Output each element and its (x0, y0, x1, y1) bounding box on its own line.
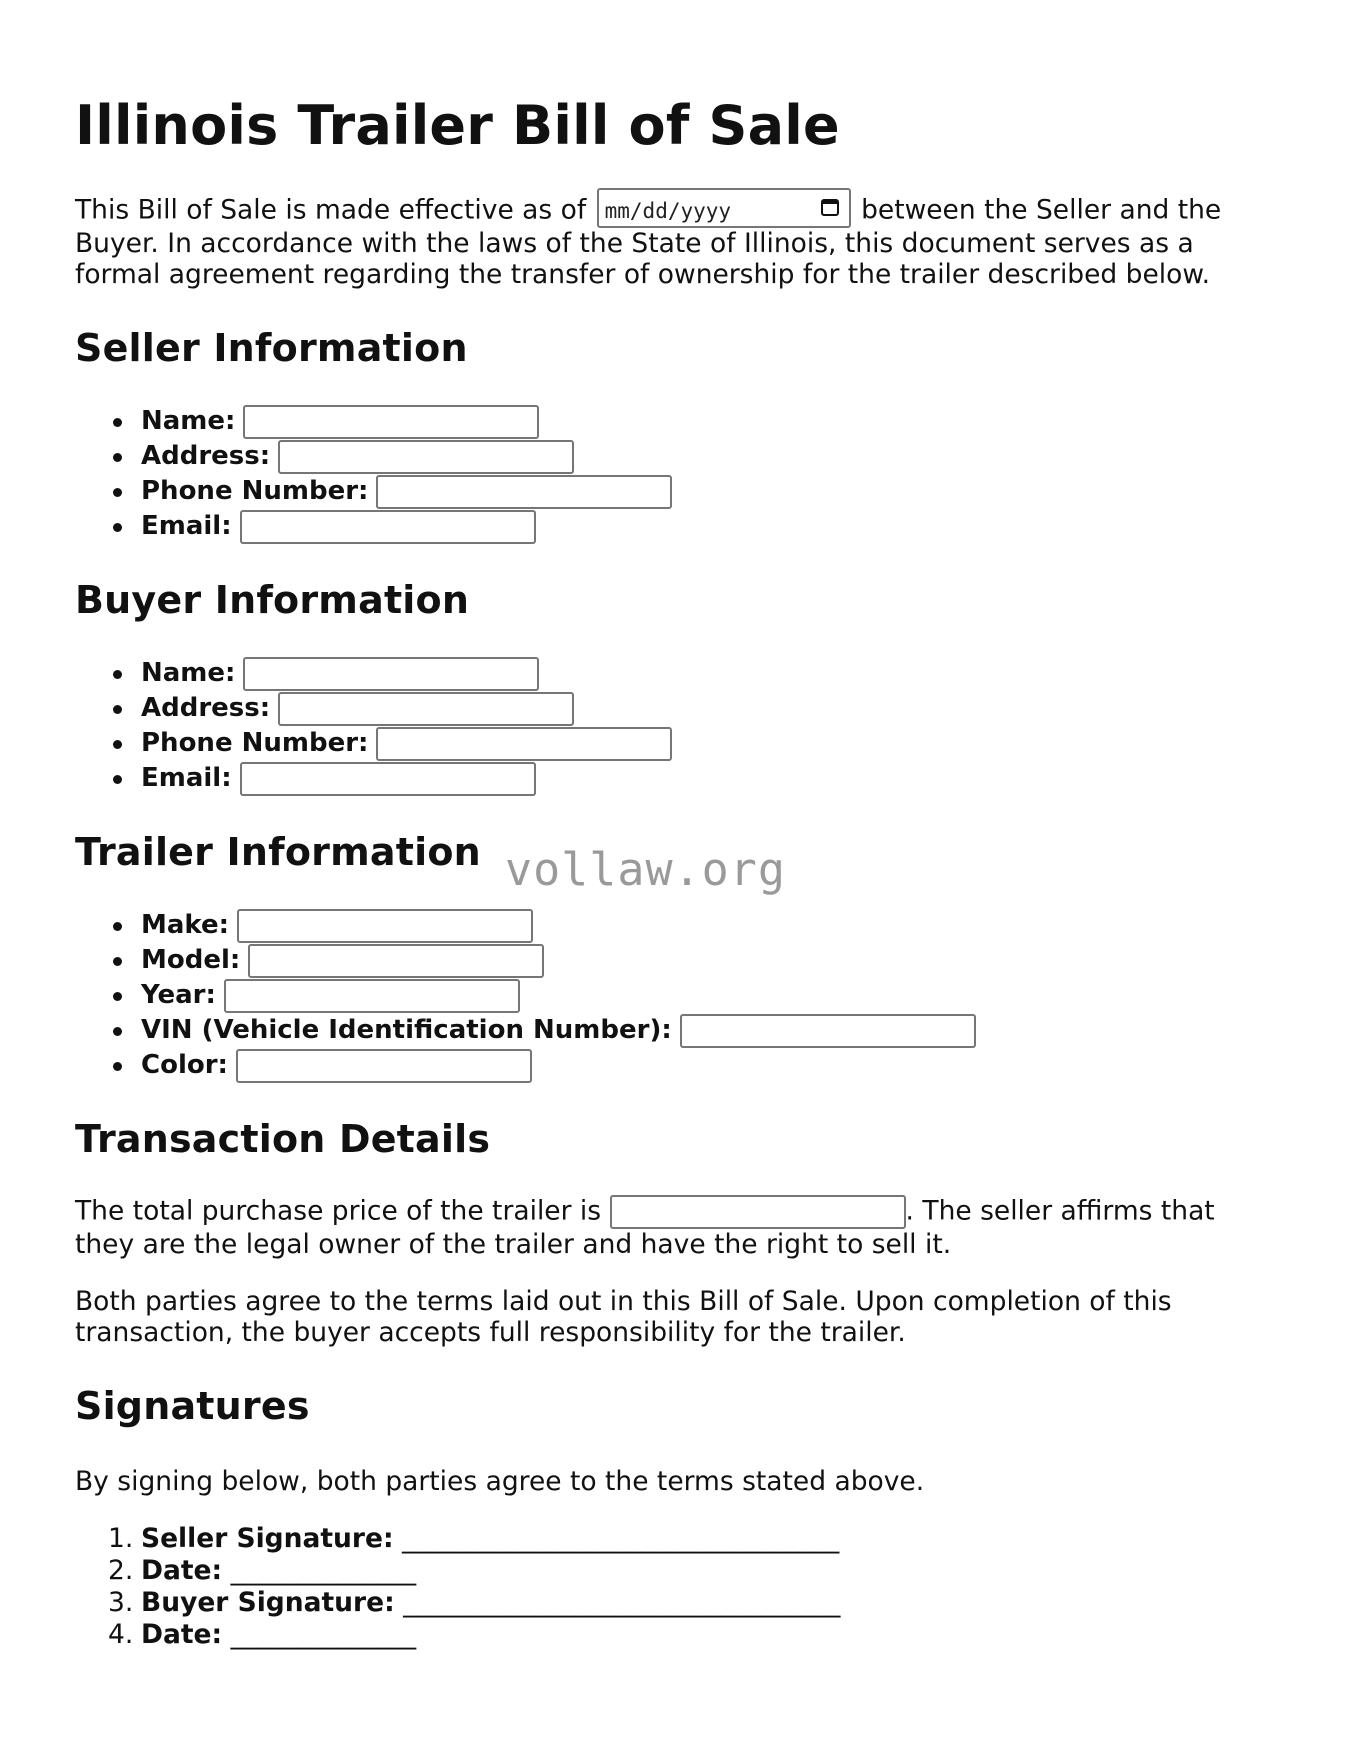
buyer-date-label: Date: (141, 1619, 223, 1650)
bullet-icon (113, 992, 122, 1001)
buyer-email-label: Email: (141, 763, 232, 793)
page-title: Illinois Trailer Bill of Sale (75, 94, 840, 157)
seller-signature-line: _________________________________ (402, 1523, 840, 1554)
seller-address-input[interactable] (278, 440, 574, 474)
trailer-model-label: Model: (141, 945, 241, 975)
seller-email-input[interactable] (240, 510, 536, 544)
trailer-model-input[interactable] (248, 944, 544, 978)
buyer-signature-line: _________________________________ (403, 1587, 841, 1618)
signatures-intro: By signing below, both parties agree to the terms stated above. (75, 1466, 925, 1497)
list-item (75, 691, 1275, 726)
list-item (75, 726, 1275, 761)
seller-name-label: Name: (141, 406, 236, 436)
buyer-heading: Buyer Information (75, 578, 470, 622)
intro-paragraph (75, 194, 1275, 290)
intro-text-before: This Bill of Sale is made effective as of (75, 194, 587, 226)
bullet-icon (113, 488, 122, 497)
trailer-color-input[interactable] (236, 1049, 532, 1083)
buyer-address-input[interactable] (278, 692, 574, 726)
intro-text-after: between the Seller and the Buyer. In accordance with the laws of the State of Illinois, this document serves as a formal agreement regarding the transfer of ownership for the trailer described below. (75, 194, 1222, 290)
item-number: 2. (108, 1555, 134, 1586)
list-item (75, 943, 1275, 978)
trailer-year-label: Year: (141, 980, 216, 1010)
seller-email-label: Email: (141, 511, 232, 541)
trailer-fields-list (75, 908, 1275, 1083)
bullet-icon (113, 957, 122, 966)
seller-fields-list (75, 404, 1275, 544)
buyer-name-input[interactable] (243, 657, 539, 691)
price-text-before: The total purchase price of the trailer is (75, 1195, 602, 1227)
list-item (75, 404, 1275, 439)
document-page (75, 0, 1275, 1651)
bullet-icon (113, 453, 122, 462)
list-item (75, 978, 1275, 1013)
price-text-after: . The seller affirms that they are the legal owner of the trailer and have the right to sell it. (75, 1195, 1215, 1260)
trailer-make-input[interactable] (237, 909, 533, 943)
bullet-icon (113, 523, 122, 532)
transaction-heading: Transaction Details (75, 1117, 491, 1161)
list-item (75, 1555, 1275, 1587)
trailer-vin-input[interactable] (680, 1014, 976, 1048)
seller-phone-label: Phone Number: (141, 476, 369, 506)
buyer-phone-label: Phone Number: (141, 728, 369, 758)
list-item (75, 656, 1275, 691)
bullet-icon (113, 775, 122, 784)
bullet-icon (113, 740, 122, 749)
seller-address-label: Address: (141, 441, 271, 471)
list-item (75, 439, 1275, 474)
watermark: vollaw.org (505, 843, 786, 896)
list-item (75, 1013, 1275, 1048)
bullet-icon (113, 670, 122, 679)
list-item (75, 1619, 1275, 1651)
seller-phone-input[interactable] (376, 475, 672, 509)
item-number: 4. (108, 1619, 134, 1650)
buyer-date-line: ______________ (230, 1619, 417, 1650)
seller-date-label: Date: (141, 1555, 223, 1586)
trailer-vin-label: VIN (Vehicle Identification Number): (141, 1015, 672, 1045)
bullet-icon (113, 705, 122, 714)
trailer-color-label: Color: (141, 1050, 228, 1080)
buyer-phone-input[interactable] (376, 727, 672, 761)
list-item (75, 908, 1275, 943)
bullet-icon (113, 1027, 122, 1036)
transaction-terms-paragraph: Both parties agree to the terms laid out in this Bill of Sale. Upon completion of this transaction, the buyer accepts full responsibility for the trailer. (75, 1286, 1172, 1348)
seller-signature-label: Seller Signature: (141, 1523, 394, 1554)
transaction-price-paragraph (75, 1195, 1275, 1260)
list-item (75, 474, 1275, 509)
seller-name-input[interactable] (243, 405, 539, 439)
trailer-year-input[interactable] (224, 979, 520, 1013)
list-item (75, 761, 1275, 796)
signatures-heading: Signatures (75, 1384, 310, 1428)
bullet-icon (113, 1062, 122, 1071)
buyer-name-label: Name: (141, 658, 236, 688)
list-item (75, 509, 1275, 544)
list-item (75, 1523, 1275, 1555)
signatures-list (75, 1523, 1275, 1651)
trailer-heading: Trailer Information (75, 830, 481, 874)
bullet-icon (113, 922, 122, 931)
purchase-price-input[interactable] (610, 1195, 906, 1229)
calendar-icon[interactable] (821, 199, 839, 216)
list-item (75, 1048, 1275, 1083)
item-number: 1. (108, 1523, 134, 1554)
buyer-email-input[interactable] (240, 762, 536, 796)
date-placeholder: mm/dd/yyyy (604, 199, 732, 223)
bullet-icon (113, 418, 122, 427)
item-number: 3. (108, 1587, 134, 1618)
list-item (75, 1587, 1275, 1619)
buyer-signature-label: Buyer Signature: (141, 1587, 395, 1618)
buyer-fields-list (75, 656, 1275, 796)
seller-heading: Seller Information (75, 326, 468, 370)
seller-date-line: ______________ (230, 1555, 417, 1586)
trailer-make-label: Make: (141, 910, 230, 940)
effective-date-input[interactable] (597, 188, 851, 228)
buyer-address-label: Address: (141, 693, 271, 723)
